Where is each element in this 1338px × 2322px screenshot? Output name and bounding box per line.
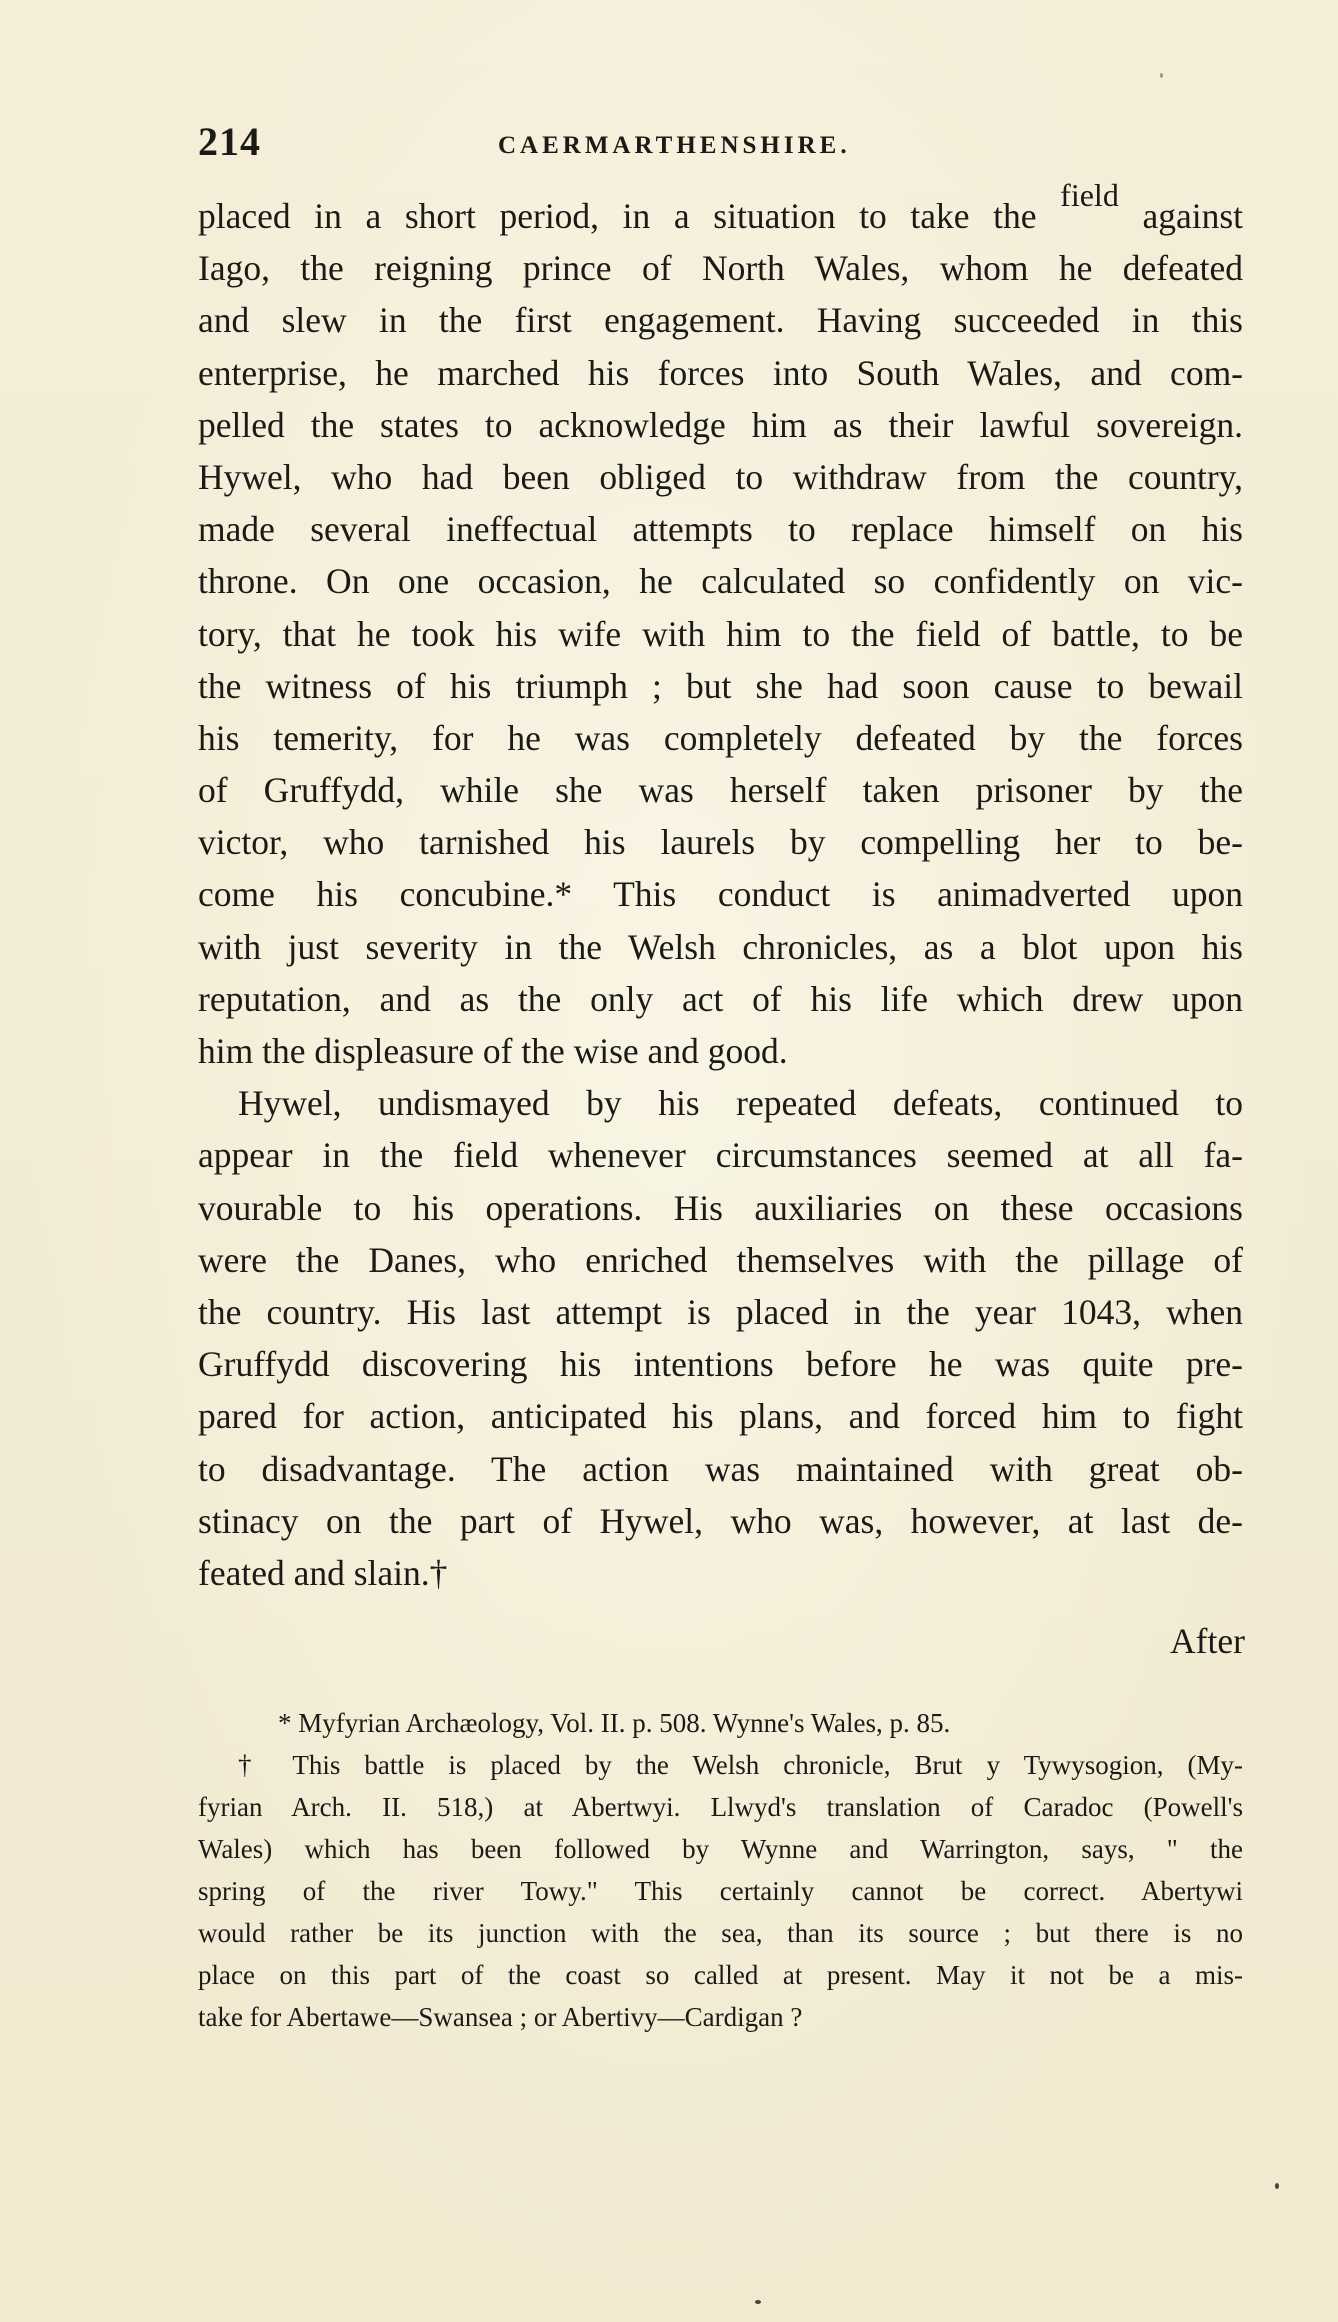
text-line: made several ineffectual attempts to replace himself on his (198, 509, 1243, 550)
interlinear-word: field (1060, 177, 1119, 213)
footnote-line: fyrian Arch. II. 518,) at Abertwyi. Llwyd's translation of Caradoc (Powell's (198, 1792, 1243, 1822)
running-title: CAERMARTHENSHIRE. (498, 132, 851, 159)
text-line: Hywel, who had been obliged to withdraw from the country, (198, 456, 1243, 497)
running-head (198, 118, 1248, 178)
text-line: of Gruffydd, while she was herself taken prisoner by the (198, 770, 1243, 811)
text-line: appear in the field whenever circumstances seemed at all fa- (198, 1135, 1243, 1176)
text-line: his temerity, for he was completely defeated by the forces (198, 717, 1243, 758)
footnotes (198, 1702, 1243, 2038)
text-line: the country. His last attempt is placed in the year 1043, when (198, 1291, 1243, 1332)
catchword: After (1170, 1621, 1245, 1661)
text-line: come his concubine.* This conduct is animadverted upon (198, 874, 1243, 915)
text-line: and slew in the first engagement. Having succeeded in this (198, 300, 1243, 341)
paper-speck (755, 2300, 761, 2304)
footnote-line: spring of the river Towy." This certainly cannot be correct. Abertywi (198, 1876, 1243, 1906)
text-line: him the displeasure of the wise and good. (198, 1031, 788, 1071)
text-line: enterprise, he marched his forces into South Wales, and com- (198, 352, 1243, 393)
footnote-line: Wales) which has been followed by Wynne and Warrington, says, " the (198, 1834, 1243, 1864)
text-line: victor, who tarnished his laurels by compelling her to be- (198, 822, 1243, 863)
footnote-line: * Myfyrian Archæology, Vol. II. p. 508. Wynne's Wales, p. 85. (278, 1708, 951, 1738)
paper-speck (1160, 73, 1163, 78)
footnote-line: take for Abertawe—Swansea ; or Abertivy—Cardigan ? (198, 2002, 803, 2032)
text-line: feated and slain.† (198, 1552, 448, 1593)
paper-speck (1275, 2183, 1279, 2189)
footnote-line: † This battle is placed by the Welsh chronicle, Brut y Tywysogion, (My- (238, 1750, 1243, 1780)
page-number: 214 (198, 119, 261, 164)
text-line: Gruffydd discovering his intentions before he was quite pre- (198, 1344, 1243, 1385)
text-line: throne. On one occasion, he calculated so confidently on vic- (198, 561, 1243, 602)
text-line: pared for action, anticipated his plans, and forced him to fight (198, 1396, 1243, 1437)
text-line: were the Danes, who enriched themselves with the pillage of (198, 1239, 1243, 1280)
text-line: to disadvantage. The action was maintained with great ob- (198, 1448, 1243, 1489)
text-line: placed in a short period, in a situation to take the field against (198, 177, 1243, 236)
text-line: tory, that he took his wife with him to the field of battle, to be (198, 613, 1243, 654)
text-line: the witness of his triumph ; but she had soon cause to bewail (198, 665, 1243, 706)
text-line: Iago, the reigning prince of North Wales, whom he defeated (198, 248, 1243, 289)
text-line: with just severity in the Welsh chronicles, as a blot upon his (198, 926, 1243, 967)
footnote-line: place on this part of the coast so called at present. May it not be a mis- (198, 1960, 1243, 1990)
paragraph-start-line: Hywel, undismayed by his repeated defeats, continued to (238, 1083, 1243, 1124)
text-line: vourable to his operations. His auxiliaries on these occasions (198, 1187, 1243, 1228)
body-text (198, 177, 1243, 1599)
text-line: stinacy on the part of Hywel, who was, however, at last de- (198, 1500, 1243, 1541)
text-line: pelled the states to acknowledge him as their lawful sovereign. (198, 404, 1243, 445)
text-line: reputation, and as the only act of his life which drew upon (198, 978, 1243, 1019)
footnote-line: would rather be its junction with the sea, than its source ; but there is no (198, 1918, 1243, 1948)
